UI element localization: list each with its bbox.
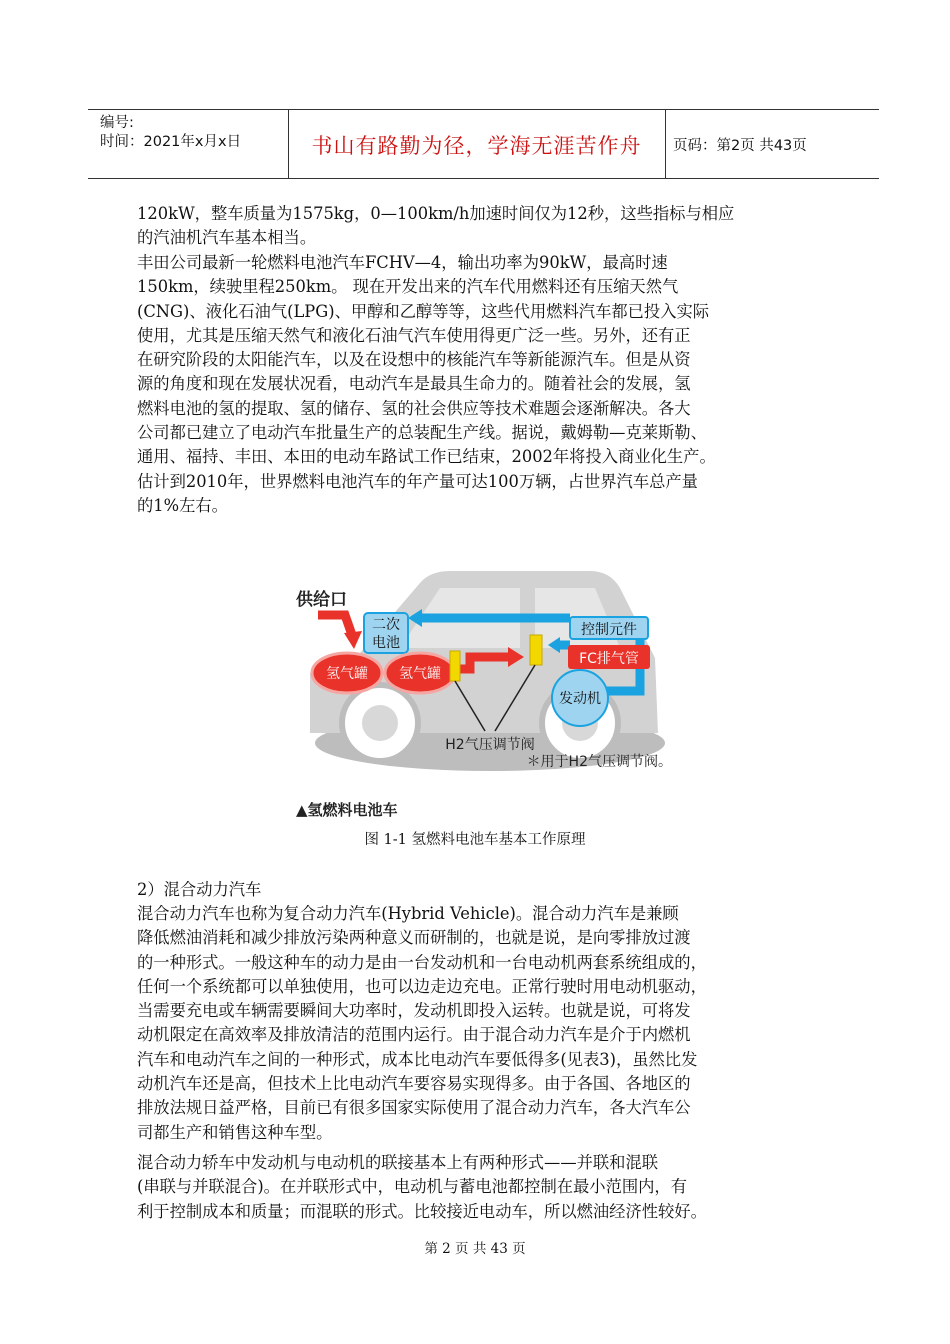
text-line: 使用，尤其是压缩天然气和液化石油气汽车使用得更广泛一些。另外，还有正 [137, 325, 691, 345]
text-line: 利于控制成本和质量；而混联的形式。比较接近电动车，所以燃油经济性较好。 [137, 1201, 707, 1221]
fuel-cell-car-diagram [290, 553, 675, 823]
text-line: (串联与并联混合)。在并联形式中，电动机与蓄电池都控制在最小范围内，有 [137, 1177, 687, 1197]
figure-title: ▲氢燃料电池车 [296, 801, 398, 819]
text-line: 的一种形式。一般这种车的动力是由一台发动机和一台电动机两套系统组成的， [137, 952, 707, 972]
text-line: 丰田公司最新一轮燃料电池汽车FCHV—4，输出功率为90kW，最高时速 [137, 253, 668, 272]
page-header [88, 109, 879, 179]
time-label: 时间：2021年x月x日 [100, 134, 242, 150]
red-flow [318, 615, 352, 635]
paragraph-2 [137, 251, 837, 518]
text-line: 汽车和电动汽车之间的一种形式，成本比电动汽车要低得多(见表3)，虽然比发 [137, 1049, 698, 1069]
tank-label: 氢气罐 [326, 666, 368, 682]
fc-exhaust-label: FC排气管 [579, 651, 639, 667]
text-line: (CNG)、液化石油气(LPG)、甲醇和乙醇等等，这些代用燃料汽车都已投入实际 [137, 301, 710, 321]
pressure-valve [530, 635, 542, 665]
text-line: 混合动力轿车中发动机与电动机的联接基本上有两种形式——并联和混联 [137, 1153, 659, 1172]
text-line: 在研究阶段的太阳能汽车，以及在设想中的核能汽车等新能源汽车。但是从资 [137, 350, 691, 370]
text-line: 动机限定在高效率及排放清洁的范围内运行。由于混合动力汽车是介于内燃机 [137, 1025, 691, 1045]
text-line: 任何一个系统都可以单独使用，也可以边走边充电。正常行驶时用电动机驱动， [137, 976, 707, 996]
text-line: 120kW，整车质量为1575kg，0—100km/h加速时间仅为12秒，这些指标与相应 [137, 204, 735, 223]
paragraph-4 [137, 1151, 837, 1224]
valve-note: ＊用于H2气压调节阀。 [526, 754, 672, 770]
pressure-valve [450, 651, 460, 681]
wheel-hub [362, 705, 398, 741]
red-arrowhead [344, 631, 362, 649]
battery-label: 二次 [372, 617, 400, 633]
section-title: 2）混合动力汽车 [137, 880, 262, 899]
text-line: 的1%左右。 [137, 495, 228, 515]
battery-label: 电池 [372, 635, 400, 651]
header-page-number: 页码：第2页 共43页 [673, 138, 807, 154]
diagram-svg [290, 553, 675, 823]
valve-label: H2气压调节阀 [445, 737, 535, 753]
text-line: 司都生产和销售这种车型。 [137, 1122, 333, 1142]
header-info [100, 114, 300, 152]
supply-port-label: 供给口 [296, 590, 347, 610]
text-line: 降低燃油消耗和减少排放污染两种意义而研制的，也就是说，是向零排放过渡 [137, 928, 691, 948]
text-line: 公司都已建立了电动汽车批量生产的总装配生产线。据说，戴姆勒—克莱斯勒、 [137, 423, 707, 443]
text-line: 混合动力汽车也称为复合动力汽车(Hybrid Vehicle)。混合动力汽车是兼顾 [137, 904, 679, 923]
text-line: 150km，续驶里程250km。 现在开发出来的汽车代用燃料还有压缩天然气 [137, 277, 679, 297]
paragraph-3 [137, 902, 837, 1145]
control-label: 控制元件 [581, 622, 637, 638]
text-line: 源的角度和现在发展状况看，电动汽车是最具生命力的。随着社会的发展，氢 [137, 374, 691, 394]
text-line: 通用、福持、丰田、本田的电动车路试工作已结束，2002年将投入商业化生产。 [137, 447, 716, 467]
figure-caption: 图 1-1 氢燃料电池车基本工作原理 [364, 832, 586, 848]
text-line: 燃料电池的氢的提取、氢的储存、氢的社会供应等技术难题会逐渐解决。各大 [137, 398, 691, 418]
paragraph-1 [137, 202, 837, 251]
header-motto: 书山有路勤为径，学海无涯苦作舟 [311, 134, 642, 158]
text-line: 动机汽车还是高，但技术上比电动汽车要容易实现得多。由于各国、各地区的 [137, 1074, 691, 1094]
engine-label: 发动机 [559, 691, 601, 707]
page-footer: 第 2 页 共 43 页 [424, 1241, 526, 1257]
text-line: 估计到2010年，世界燃料电池汽车的年产量可达100万辆，占世界汽车总产量 [137, 471, 698, 491]
tank-label: 氢气罐 [399, 666, 441, 682]
text-line: 当需要充电或车辆需要瞬间大功率时，发动机即投入运转。也就是说，可将发 [137, 1001, 691, 1021]
text-line: 的汽油机汽车基本相当。 [137, 228, 317, 248]
number-label: 编号: [100, 115, 134, 131]
text-line: 排放法规日益严格，目前已有很多国家实际使用了混合动力汽车，各大汽车公 [137, 1098, 691, 1118]
header-divider [665, 110, 666, 178]
